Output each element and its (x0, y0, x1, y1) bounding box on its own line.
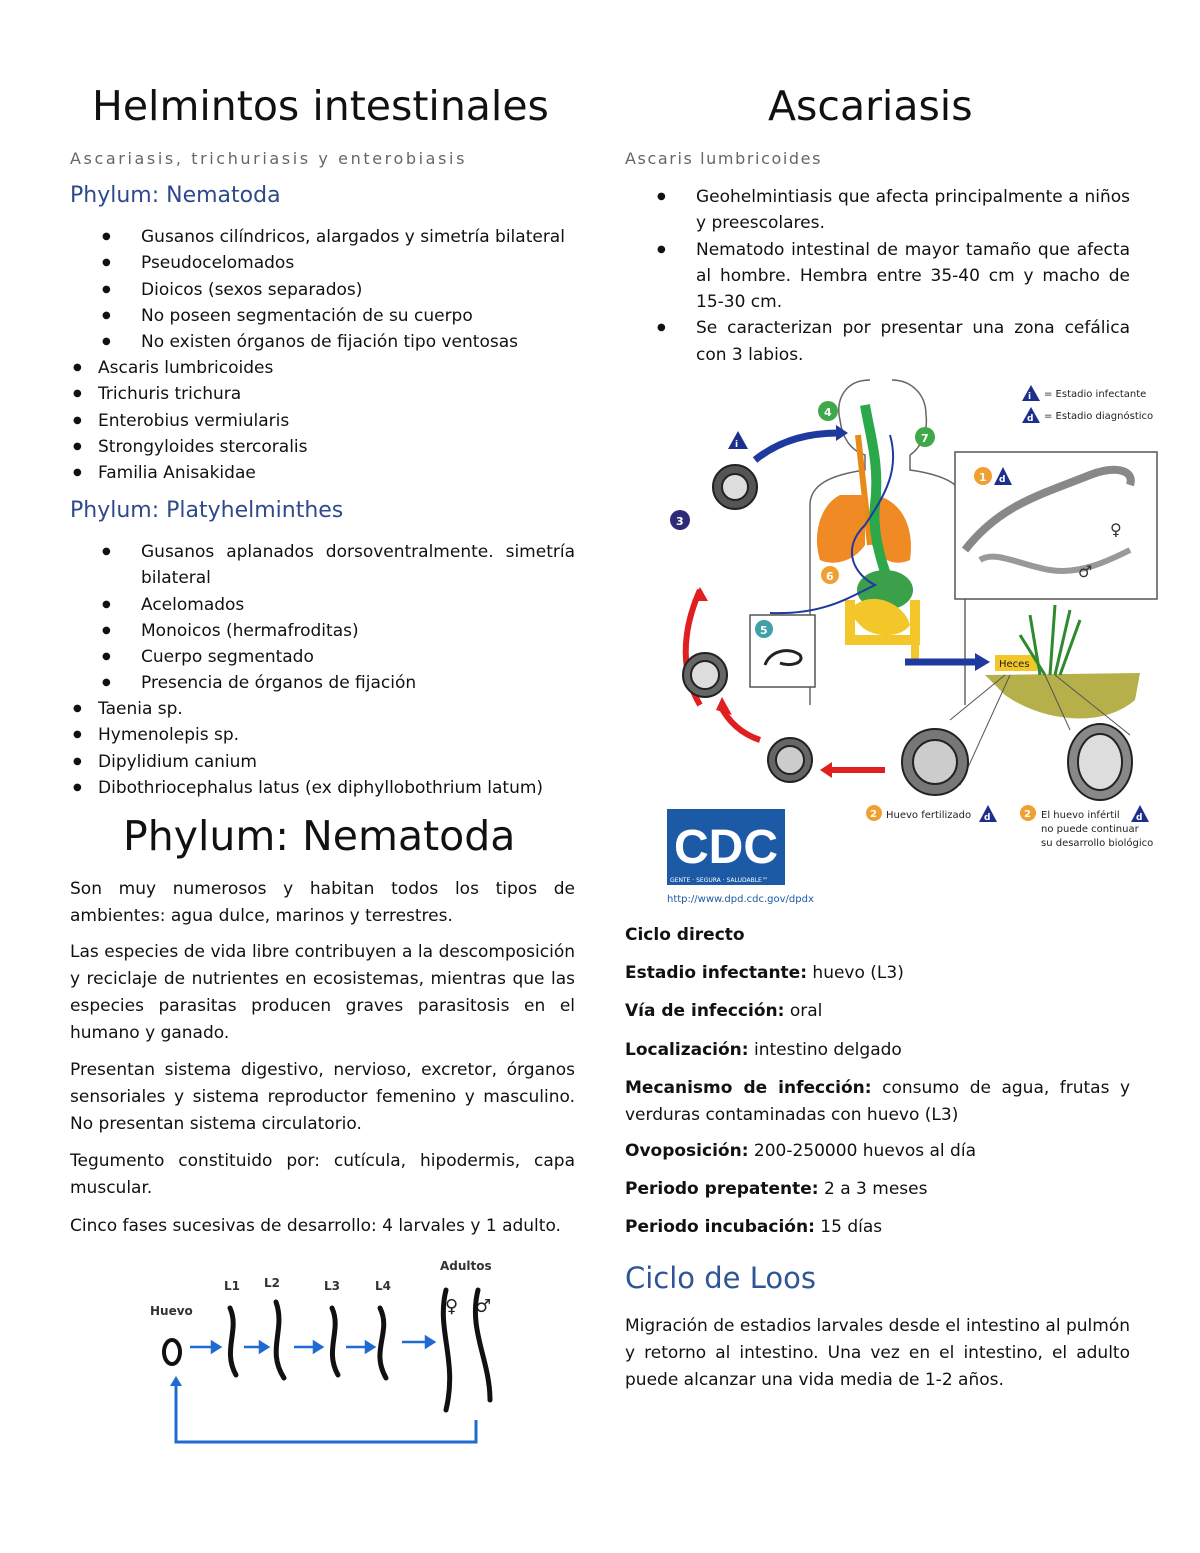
feces-label: Heces (999, 659, 1030, 670)
ciclo-loos-heading: Ciclo de Loos (625, 1261, 816, 1295)
fact-via: Vía de infección: oral (625, 1001, 823, 1021)
list-item: ● Taenia sp. (70, 696, 575, 722)
list-item: ● No existen órganos de fijación tipo ventosas (70, 329, 575, 355)
stage-label-adultos: Adultos (440, 1259, 492, 1273)
step-3-label: 3 (676, 515, 684, 528)
list-item: ● Geohelmintiasis que afecta principalmente a niños y preescolares. (625, 184, 1130, 237)
ascariasis-subtitle: Ascaris lumbricoides (625, 149, 823, 168)
fact-localizacion: Localización: intestino delgado (625, 1040, 902, 1060)
egg-shape (164, 1340, 180, 1364)
page-title: Helmintos intestinales (92, 82, 549, 130)
male-symbol: ♂ (475, 1296, 492, 1317)
list-item: ● Hymenolepis sp. (70, 722, 575, 748)
stage-label-l2: L2 (264, 1276, 280, 1290)
step-5-label: 5 (760, 624, 768, 637)
fertilized-diagnostic-mark: d (984, 813, 991, 823)
step-6-label: 6 (826, 570, 834, 583)
list-item: ● Nematodo intestinal de mayor tamaño que afecta al hombre. Hembra entre 35-40 cm y macho de 15-30 cm. (625, 237, 1130, 316)
fact-estadio: Estadio infectante: huevo (L3) (625, 963, 904, 983)
nematoda-section-title: Phylum: Nematoda (123, 812, 516, 860)
egg-to-embryo-arrow-head (820, 762, 832, 778)
step-2b-label: 2 (1024, 809, 1031, 820)
list-item: ● Gusanos aplanados dorsoventralmente. simetría bilateral (70, 539, 575, 592)
fact-mecanismo: Mecanismo de infección: consumo de agua, frutas y verduras contaminadas con huevo (L3) (625, 1078, 1131, 1125)
adult-female-symbol: ♀ (1110, 520, 1122, 539)
fact-prepatente: Periodo prepatente: 2 a 3 meses (625, 1179, 928, 1199)
fertilized-egg-label: Huevo fertilizado (886, 810, 972, 821)
infective-egg (713, 465, 757, 509)
infertile-diagnostic-mark: d (1136, 813, 1143, 823)
stage-label-huevo: Huevo (150, 1304, 193, 1318)
nematoda-paragraph-2: Las especies de vida libre contribuyen a la descomposición y reciclaje de nutrientes en ecosistemas, mientras que las especies parasitas producen graves parasitosis en el humano y ganado. (70, 942, 575, 1043)
nematoda-heading: Phylum: Nematoda (70, 183, 281, 208)
list-item: ● Dipylidium canium (70, 749, 575, 775)
infertile-egg (1068, 724, 1132, 800)
female-symbol: ♀ (445, 1296, 459, 1317)
cdc-url[interactable]: http://www.dpd.cdc.gov/dpdx (667, 894, 814, 905)
pointer-line-1 (950, 675, 1005, 720)
diagnostic-mark: d (1027, 414, 1034, 424)
nematoda-paragraph-1: Son muy numerosos y habitan todos los tipos de ambientes: agua dulce, marinos y terrestres. (70, 879, 575, 926)
list-item: ● Cuerpo segmentado (70, 644, 575, 670)
platyhelminthes-traits-list (70, 539, 575, 697)
step-7-label: 7 (921, 432, 929, 445)
stage-label-l4: L4 (375, 1279, 391, 1293)
fact-incubacion: Periodo incubación: 15 días (625, 1217, 883, 1237)
ascariasis-bullets (625, 184, 1130, 368)
list-item: ● Enterobius vermiularis (70, 408, 575, 434)
list-item: ● Pseudocelomados (70, 250, 575, 276)
stage-label-l1: L1 (224, 1279, 240, 1293)
nematoda-species-list (70, 355, 575, 486)
list-item: ● Acelomados (70, 592, 575, 618)
list-item: ● No poseen segmentación de su cuerpo (70, 303, 575, 329)
fertilized-egg (902, 729, 968, 795)
stage-arrows (190, 1337, 434, 1352)
two-cell-egg (768, 738, 812, 782)
list-item: ● Ascaris lumbricoides (70, 355, 575, 381)
infertile-egg-label-2: no puede continuar (1041, 824, 1139, 835)
stage-label-l3: L3 (324, 1279, 340, 1293)
infertile-egg-label-1: El huevo infértil (1041, 810, 1120, 821)
list-item: ● Presencia de órganos de fijación (70, 670, 575, 696)
legend-diagnostico: = Estadio diagnóstico (1044, 411, 1154, 422)
fact-ciclo: Ciclo directo (625, 925, 745, 945)
legend-infectante: = Estadio infectante (1044, 389, 1147, 400)
development-stages-figure (140, 1250, 510, 1455)
list-item: ● Familia Anisakidae (70, 460, 575, 486)
embryonation-arrow-head-2 (692, 587, 708, 601)
embryonated-egg (683, 653, 727, 697)
adult-male-symbol: ♂ (1078, 562, 1093, 581)
left-lung-shape (817, 495, 865, 563)
embryonation-arrow-head-1 (716, 697, 732, 715)
list-item: ● Trichuris trichura (70, 381, 575, 407)
list-item: ● Monoicos (hermafroditas) (70, 618, 575, 644)
return-arrow (176, 1382, 476, 1442)
step-4-label: 4 (824, 406, 832, 419)
diagnostic-box-mark: d (999, 475, 1006, 485)
fact-ovoposicion: Ovoposición: 200-250000 huevos al día (625, 1141, 976, 1161)
page-subtitle: Ascariasis, trichuriasis y enterobiasis (70, 149, 468, 168)
list-item: ● Dioicos (sexos separados) (70, 277, 575, 303)
nematoda-paragraph-4: Tegumento constituido por: cutícula, hipodermis, capa muscular. (70, 1151, 575, 1198)
ascaris-life-cycle-figure (660, 375, 1170, 910)
step-1-label: 1 (979, 471, 987, 484)
infectant-marker-mark: i (735, 440, 739, 450)
cdc-logo-text: CDC (674, 821, 778, 874)
feces-arrow-head (975, 653, 990, 671)
platyhelminthes-heading: Phylum: Platyhelminthes (70, 498, 344, 523)
ciclo-loos-text: Migración de estadios larvales desde el intestino al pulmón y retorno al intestino. Una vez en el intestino, el adulto puede alcanzar una vida media de 1-2 años. (625, 1316, 1130, 1390)
ascariasis-title: Ascariasis (768, 82, 973, 130)
step-2a-label: 2 (870, 809, 877, 820)
list-item: ● Dibothriocephalus latus (ex diphyllobothrium latum) (70, 775, 575, 801)
list-item: ● Strongyloides stercoralis (70, 434, 575, 460)
ingestion-arrow (755, 433, 838, 460)
nematoda-paragraph-5: Cinco fases sucesivas de desarrollo: 4 larvales y 1 adulto. (70, 1216, 561, 1236)
infectant-mark: i (1028, 392, 1032, 402)
nematoda-paragraph-3: Presentan sistema digestivo, nervioso, excretor, órganos sensoriales y sistema reproductor femenino y masculino. No presentan sistema circulatorio. (70, 1060, 575, 1134)
list-item: ● Se caracterizan por presentar una zona cefálica con 3 labios. (625, 315, 1130, 368)
nematoda-traits-list (70, 224, 575, 355)
return-arrow-head (170, 1376, 182, 1386)
infertile-egg-label-3: su desarrollo biológico (1041, 838, 1154, 849)
list-item: ● Gusanos cilíndricos, alargados y simetría bilateral (70, 224, 575, 250)
platyhelminthes-species-list (70, 696, 575, 801)
cdc-tagline: GENTE · SEGURA · SALUDABLE™ (670, 877, 768, 884)
